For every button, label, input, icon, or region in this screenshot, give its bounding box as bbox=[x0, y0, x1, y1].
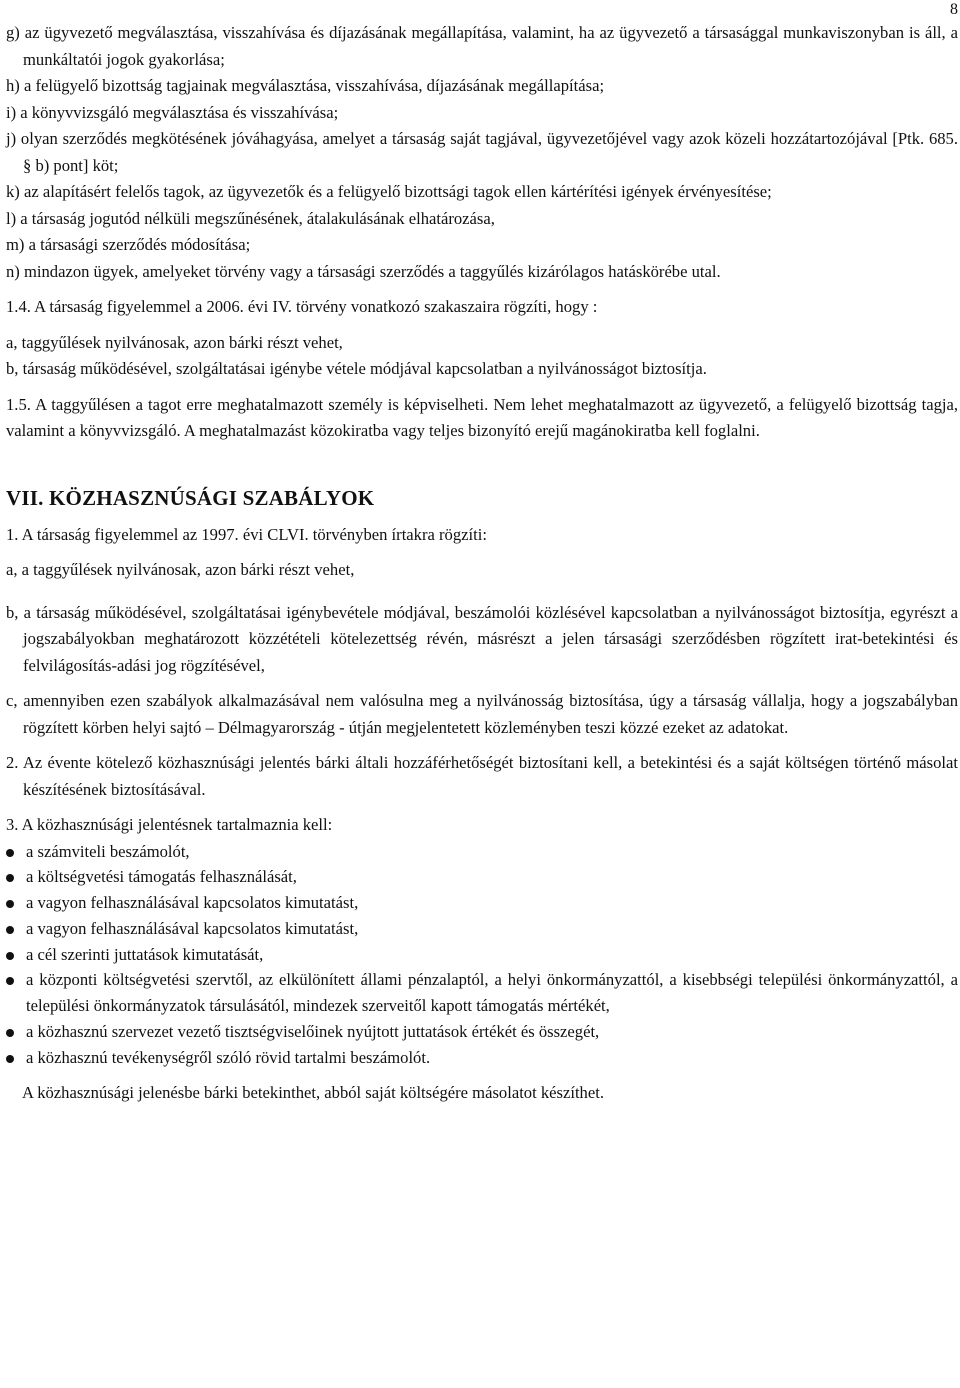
bullet-text: a költségvetési támogatás felhasználását, bbox=[26, 867, 297, 887]
section-1-4-item-b: b, társaság működésével, szolgáltatásai igénybe vétele módjával kapcsolatban a nyilvánosságot biztosítja. bbox=[6, 359, 707, 378]
bullet-text: a közhasznú tevékenységről szóló rövid tartalmi beszámolót. bbox=[26, 1047, 431, 1067]
chapter-title: VII. KÖZHASZNÚSÁGI SZABÁLYOK bbox=[6, 485, 375, 510]
bullet-icon bbox=[6, 874, 14, 882]
point-1-heading: 1. A társaság figyelemmel az 1997. évi CLVI. törvényben írtakra rögzíti: bbox=[6, 524, 487, 544]
section-1-4-item-a: a, taggyűlések nyilvánosak, azon bárki részt vehet, bbox=[6, 332, 343, 352]
bullet-item bbox=[6, 1019, 958, 1045]
section-1-4-heading: 1.4. A társaság figyelemmel a 2006. évi IV. törvény vonatkozó szakaszaira rögzíti, hogy : bbox=[6, 297, 598, 316]
bullet-icon bbox=[6, 900, 14, 908]
list-item: i) a könyvvizsgáló megválasztása és visszahívása; bbox=[6, 102, 339, 122]
taggyules-hataskor-list bbox=[6, 20, 958, 285]
bullet-item bbox=[6, 916, 958, 942]
list-item: h) a felügyelő bizottság tagjainak megválasztása, visszahívása, díjazásának megállapítása; bbox=[6, 76, 605, 95]
bullet-text: a cél szerinti juttatások kimutatását, bbox=[26, 944, 264, 964]
bullet-item bbox=[6, 1045, 958, 1071]
bullet-icon bbox=[6, 952, 14, 960]
bullet-item bbox=[6, 839, 958, 865]
bullet-text: a vagyon felhasználásával kapcsolatos kimutatást, bbox=[26, 918, 359, 938]
list-item: j) olyan szerződés megkötésének jóváhagyása, amelyet a társaság saját tagjával, ügyvezetőjével vagy azok közeli hozzátartozójával [Ptk. 685. § b) pont] köt; bbox=[6, 129, 958, 175]
bullet-text: a központi költségvetési szervtől, az elkülönített állami pénzalaptól, a helyi önkormányzattól, a kisebbségi települési önkormányzattól, a települési önkormányzatok társulásától, mindezek szerveitől kapott támogatás mértékét, bbox=[26, 970, 958, 1016]
bullet-item bbox=[6, 942, 958, 968]
bullet-item bbox=[6, 864, 958, 890]
list-item: l) a társaság jogutód nélküli megszűnésének, átalakulásának elhatározása, bbox=[6, 208, 495, 228]
list-item: m) a társasági szerződés módosítása; bbox=[6, 235, 251, 254]
point-2: 2. Az évente kötelező közhasznúsági jelentés bárki általi hozzáférhetőségét biztosítani kell, a betekintési és a saját költségen történő másolat készítésének biztosításával. bbox=[6, 753, 958, 799]
page-number: 8 bbox=[950, 1, 958, 18]
bullet-item bbox=[6, 967, 958, 1019]
point-1-item-b: b, a társaság működésével, szolgáltatásai igénybevétele módjával, beszámolói közlésével kapcsolatban a nyilvánosságot biztosítja, egyrészt a jogszabályokban meghatározott közzétételi kötelezettség révén, másrészt a jelen társasági szerződésben rögzített irat-betekintési és felvilágosítás-adási jog rögzítésével, bbox=[6, 602, 958, 675]
bullet-text: a számviteli beszámolót, bbox=[26, 841, 190, 861]
section-1-5: 1.5. A taggyűlésen a tagot erre meghatalmazott személy is képviselheti. Nem lehet meghatalmazott az ügyvezető, a felügyelő bizottság tagja, valamint a könyvvizsgáló. A meghatalmazást közokiratba vagy teljes bizonyító erejű magánokiratba kell foglalni. bbox=[6, 394, 958, 440]
bullet-icon bbox=[6, 926, 14, 934]
bullet-text: a vagyon felhasználásával kapcsolatos kimutatást, bbox=[26, 893, 359, 913]
closing-note: A közhasznúsági jelenésbe bárki betekinthet, abból saját költségére másolatot készíthet. bbox=[22, 1082, 604, 1102]
point-1-item-c: c, amennyiben ezen szabályok alkalmazásával nem valósulna meg a nyilvánosság biztosítása, úgy a társaság vállalja, hogy a jogszabályban rögzített körben helyi sajtó – Délmagyarország - útján megjelentetett közleményben teszi közzé ezeket az adatokat. bbox=[6, 691, 958, 737]
list-item: k) az alapításért felelős tagok, az ügyvezetők és a felügyelő bizottsági tagok ellen kártérítési igények érvényesítése; bbox=[6, 182, 772, 201]
point-1-item-a: a, a taggyűlések nyilvánosak, azon bárki részt vehet, bbox=[6, 560, 355, 579]
page-content bbox=[6, 20, 958, 1106]
bullet-icon bbox=[6, 1029, 14, 1037]
point-3-heading: 3. A közhasznúsági jelentésnek tartalmaznia kell: bbox=[6, 815, 333, 834]
bullet-icon bbox=[6, 849, 14, 857]
bullet-text: a közhasznú szervezet vezető tisztségviselőinek nyújtott juttatások értékét és összegét, bbox=[26, 1022, 600, 1042]
jelentes-tartalom-list bbox=[6, 839, 958, 1071]
bullet-icon bbox=[6, 977, 14, 985]
bullet-icon bbox=[6, 1055, 14, 1063]
list-item: n) mindazon ügyek, amelyeket törvény vagy a társasági szerződés a taggyűlés kizárólagos hatáskörébe utal. bbox=[6, 261, 721, 281]
list-item: g) az ügyvezető megválasztása, visszahívása és díjazásának megállapítása, valamint, ha az ügyvezető a társasággal munkaviszonyban is áll, a munkáltatói jogok gyakorlása; bbox=[6, 23, 958, 69]
bullet-item bbox=[6, 890, 958, 916]
